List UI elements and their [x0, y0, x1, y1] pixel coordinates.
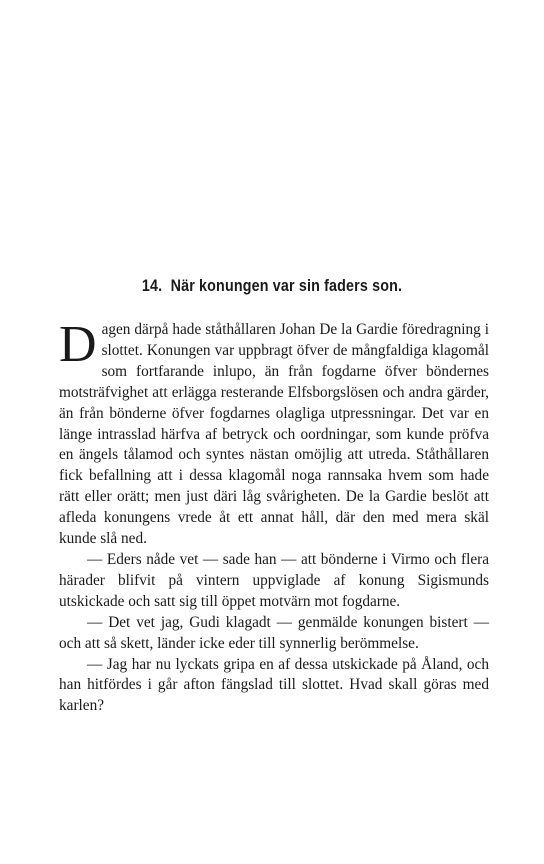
chapter-body: [59, 316, 489, 717]
paragraph-4: — Jag har nu lyckats gripa en af dessa utskickade på Åland, och han hitfördes i går afton fängslad till slottet. Hvad skall göras med karlen?: [59, 655, 489, 715]
chapter-title: [44, 276, 501, 296]
drop-cap: D: [59, 316, 97, 373]
paragraph-1-text: agen därpå hade ståthållaren Johan De la Gardie föredragning i slottet. Konungen var uppbragt öfver de mångfaldiga klagomål som fortfarande inlupo, än från fogdarne öfver böndernes motsträfvighet att erlägga resterande Elfsborgslösen och andra gärder, än från bönderne öfver fogdarnes olagliga utpressningar. Det var en länge intrasslad härfva af betryck och oordningar, som kunde pröfva en ängels tålamod och syntes nästan omöjlig att utreda. Ståthållaren fick befallning att i dessa klagomål noga rannsaka hvem som hade rätt eller orätt; men just däri låg svårigheten. De la Gardie beslöt att afleda konungens vrede åt ett annat håll, där den med mera skäl kunde slå ned.: [59, 321, 489, 548]
paragraph-1: [59, 316, 489, 550]
paragraph-3: — Det vet jag, Gudi klagadt — genmälde konungen bistert — och att så skett, länder icke eder till synnerlig berömmelse.: [59, 613, 489, 652]
chapter-heading: När konungen var sin faders son.: [170, 276, 403, 295]
paragraph-2: — Eders nåde vet — sade han — att bönderne i Virmo och flera härader blifvit på vintern uppviglade af konung Sigismunds utskickade och satt sig till öppet motvärn mot fogdarne.: [59, 550, 489, 610]
chapter-number: 14.: [141, 276, 163, 295]
